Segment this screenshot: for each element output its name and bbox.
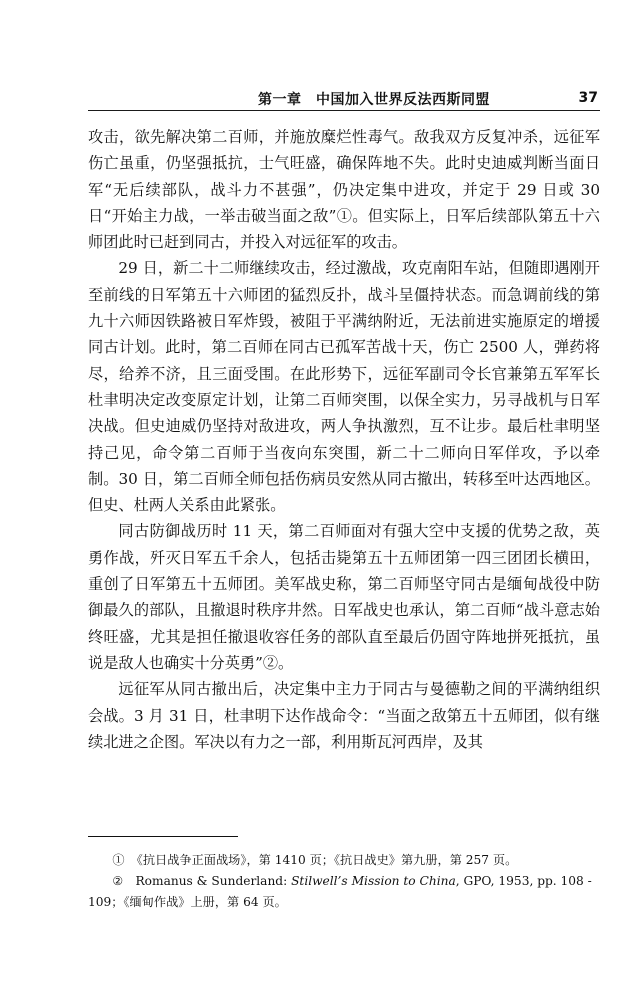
footnotes <box>88 850 600 913</box>
page-number: 37 <box>578 90 598 106</box>
paragraph: 攻击，欲先解决第二百师，并施放糜烂性毒气。敌我双方反复冲杀，远征军伤亡虽重，仍坚强抵抗，士气旺盛，确保阵地不失。此时史迪威判断当面日军“无后续部队，战斗力不甚强”，仍决定集中进攻，并定于 29 日或 30 日“开始主力战，一举击破当面之敌”①。但实际上，日军后续部队第五十六师团此时已赶到同古，并投入对远征军的攻击。 <box>88 128 600 252</box>
body-text <box>88 124 600 755</box>
paragraph: 同古防御战历时 11 天，第二百师面对有强大空中支援的优势之敌，英勇作战，歼灭日军五千余人，包括击毙第五十五师团第一四三团团长横田，重创了日军第五十五师团。美军战史称，第二百师坚守同古是缅甸战役中防御最久的部队，且撤退时秩序井然。日军战史也承认，第二百师“战斗意志始终旺盛，尤其是担任撤退收容任务的部队直至最后仍固守阵地拼死抵抗，虽说是敌人也确实十分英勇”②。 <box>88 522 600 672</box>
footnote-2-book-title: Stilwell’s Mission to China <box>291 874 456 888</box>
paragraph: 远征军从同古撤出后，决定集中主力于同古与曼德勒之间的平满纳组织会战。3 月 31 日，杜聿明下达作战命令：“当面之敌第五十五师团，似有继续北进之企图。军决以有力之一部，利用斯瓦河西岸，及其 <box>88 680 600 751</box>
footnote-divider <box>88 836 238 837</box>
footnote-2-authors: ② Romanus & Sunderland: <box>112 874 292 888</box>
chapter-title: 第一章 中国加入世界反法西斯同盟 <box>258 92 490 108</box>
running-header <box>88 88 600 111</box>
footnote-2-details: , GPO, 1953, pp. 108 - 109；《缅甸作战》上册，第 64 页。 <box>88 874 592 909</box>
footnote-2 <box>88 871 600 913</box>
paragraph: 29 日，新二十二师继续攻击，经过激战，攻克南阳车站，但随即遇刚开至前线的日军第五十六师团的猛烈反扑，战斗呈僵持状态。而急调前线的第九十六师因铁路被日军炸毁，被阻于平满纳附近，无法前进实施原定的增援同古计划。此时，第二百师在同古已孤军苦战十天，伤亡 2500 人，弹药将尽，给养不济，且三面受围。在此形势下，远征军副司令长官兼第五军军长杜聿明决定改变原定计划，让第二百师突围，以保全实力，另寻战机与日军决战。但史迪威仍坚持对敌进攻，两人争执激烈，互不让步。最后杜聿明坚持己见，命令第二百师于当夜向东突围，新二十二师向日军佯攻，予以牵制。30 日，第二百师全师包括伤病员安然从同古撤出，转移至叶达西地区。但史、杜两人关系由此紧张。 <box>88 259 600 515</box>
footnote-1: ① 《抗日战争正面战场》，第 1410 页；《抗日战史》第九册，第 257 页。 <box>112 853 518 867</box>
